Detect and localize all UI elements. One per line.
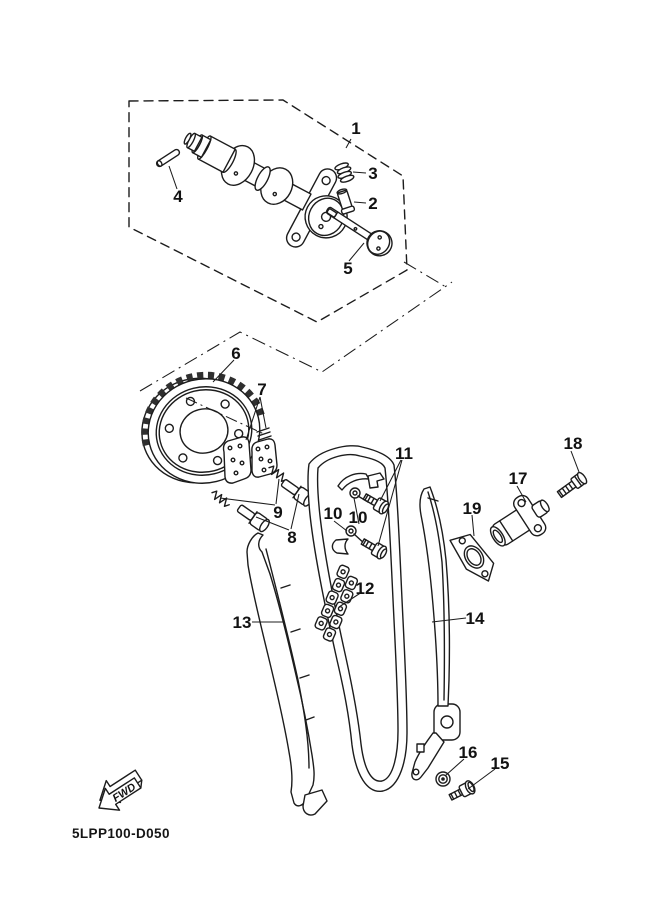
camshaft [164, 102, 365, 263]
chain-tensioner [482, 486, 560, 558]
callout-18: 18 [563, 434, 583, 453]
chain-guide-front [247, 533, 327, 815]
callout-11: 11 [395, 444, 413, 463]
callout-13: 13 [232, 613, 252, 632]
callout-8: 8 [287, 528, 297, 547]
fwd-arrow-label: FWD [110, 781, 139, 805]
tensioner-bolt [556, 471, 589, 500]
callout-1: 1 [351, 119, 361, 138]
pivot-bolt [447, 779, 477, 803]
spring-small [334, 161, 354, 184]
callout-14: 14 [465, 609, 485, 628]
callout-2: 2 [368, 194, 378, 213]
callout-17: 17 [508, 469, 528, 488]
callout-10b: 10 [348, 508, 368, 527]
callout-15: 15 [490, 754, 510, 773]
callout-9: 9 [273, 503, 283, 522]
callout-12: 12 [355, 579, 375, 598]
drawing-code: 5LPP100-D050 [72, 826, 170, 841]
callout-6: 6 [231, 344, 241, 363]
fwd-arrow [89, 764, 149, 819]
assembly-boundary-dashed-box [129, 100, 407, 322]
callout-19: 19 [462, 499, 482, 518]
callout-7: 7 [257, 380, 267, 399]
callout-16: 16 [458, 743, 478, 762]
callout-10a: 10 [323, 504, 343, 523]
callout-4: 4 [173, 187, 183, 206]
dowel-pin [155, 148, 180, 167]
chain-guide-rear [412, 487, 460, 780]
centerline-dash-dot [140, 262, 452, 391]
callout-5: 5 [343, 259, 353, 278]
callout-3: 3 [368, 164, 378, 183]
shoulder-bolt-a [235, 502, 271, 533]
